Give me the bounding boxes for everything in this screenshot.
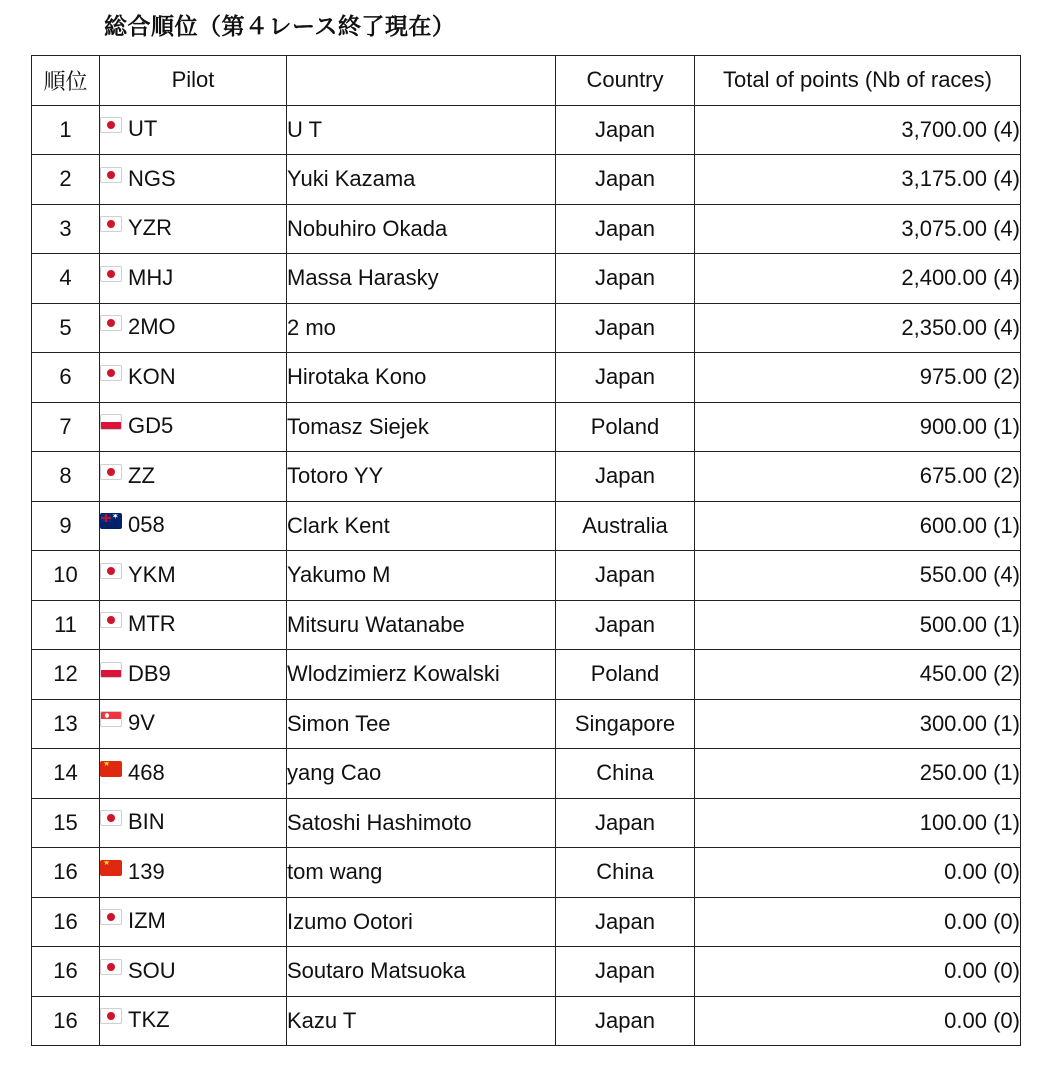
pilot-code: MHJ <box>128 264 174 290</box>
header-pilot: Pilot <box>100 56 287 106</box>
pilot-code-cell <box>100 452 287 502</box>
japan-flag-icon <box>100 266 122 282</box>
rank-cell: 13 <box>32 699 100 749</box>
rank-cell: 11 <box>32 600 100 650</box>
country-cell: Japan <box>556 798 695 848</box>
pilot-code: 2MO <box>128 314 176 340</box>
pilot-code-cell <box>100 699 287 749</box>
pilot-code: DB9 <box>128 660 171 686</box>
points-cell: 100.00 (1) <box>695 798 1021 848</box>
pilot-name-cell: Clark Kent <box>287 501 556 551</box>
points-cell: 550.00 (4) <box>695 551 1021 601</box>
header-rank: 順位 <box>32 56 100 106</box>
table-row <box>32 303 1021 353</box>
table-row <box>32 353 1021 403</box>
table-row <box>32 501 1021 551</box>
pilot-code: YZR <box>128 215 172 241</box>
japan-flag-icon <box>100 959 122 975</box>
pilot-code-cell <box>100 897 287 947</box>
table-row <box>32 947 1021 997</box>
pilot-code-cell <box>100 155 287 205</box>
points-cell: 975.00 (2) <box>695 353 1021 403</box>
pilot-name-cell: Satoshi Hashimoto <box>287 798 556 848</box>
page-title: 総合順位（第４レース終了現在） <box>104 14 456 40</box>
rank-cell: 6 <box>32 353 100 403</box>
header-country: Country <box>556 56 695 106</box>
pilot-code: ZZ <box>128 462 155 488</box>
standings-table <box>31 55 1021 1046</box>
rank-cell: 16 <box>32 947 100 997</box>
country-cell: Poland <box>556 650 695 700</box>
table-row <box>32 650 1021 700</box>
rank-cell: 10 <box>32 551 100 601</box>
rank-cell: 15 <box>32 798 100 848</box>
pilot-code-cell <box>100 402 287 452</box>
japan-flag-icon <box>100 1008 122 1024</box>
japan-flag-icon <box>100 909 122 925</box>
rank-cell: 3 <box>32 204 100 254</box>
country-cell: Japan <box>556 996 695 1046</box>
table-row <box>32 204 1021 254</box>
rank-cell: 16 <box>32 848 100 898</box>
japan-flag-icon <box>100 365 122 381</box>
japan-flag-icon <box>100 167 122 183</box>
pilot-name-cell: Wlodzimierz Kowalski <box>287 650 556 700</box>
pilot-name-cell: tom wang <box>287 848 556 898</box>
poland-flag-icon <box>100 414 122 430</box>
pilot-code: YKM <box>128 561 176 587</box>
japan-flag-icon <box>100 117 122 133</box>
points-cell: 2,400.00 (4) <box>695 254 1021 304</box>
table-row <box>32 254 1021 304</box>
pilot-name-cell: Kazu T <box>287 996 556 1046</box>
country-cell: China <box>556 848 695 898</box>
points-cell: 600.00 (1) <box>695 501 1021 551</box>
pilot-code: 139 <box>128 858 165 884</box>
points-cell: 0.00 (0) <box>695 848 1021 898</box>
points-cell: 0.00 (0) <box>695 897 1021 947</box>
pilot-name-cell: yang Cao <box>287 749 556 799</box>
header-row <box>32 56 1021 106</box>
pilot-code-cell <box>100 848 287 898</box>
pilot-code: SOU <box>128 957 176 983</box>
country-cell: Japan <box>556 600 695 650</box>
pilot-code-cell <box>100 353 287 403</box>
country-cell: Japan <box>556 204 695 254</box>
header-points: Total of points (Nb of races) <box>695 56 1021 106</box>
pilot-code-cell <box>100 650 287 700</box>
pilot-name-cell: Nobuhiro Okada <box>287 204 556 254</box>
pilot-name-cell: Soutaro Matsuoka <box>287 947 556 997</box>
table-row <box>32 897 1021 947</box>
country-cell: Australia <box>556 501 695 551</box>
pilot-name-cell: Mitsuru Watanabe <box>287 600 556 650</box>
pilot-code-cell <box>100 105 287 155</box>
country-cell: Japan <box>556 551 695 601</box>
country-cell: Japan <box>556 452 695 502</box>
table-row <box>32 798 1021 848</box>
pilot-code-cell <box>100 996 287 1046</box>
china-flag-icon <box>100 860 122 876</box>
points-cell: 3,175.00 (4) <box>695 155 1021 205</box>
points-cell: 0.00 (0) <box>695 947 1021 997</box>
table-row <box>32 452 1021 502</box>
table-row <box>32 699 1021 749</box>
pilot-code: UT <box>128 116 158 142</box>
points-cell: 3,075.00 (4) <box>695 204 1021 254</box>
rank-cell: 2 <box>32 155 100 205</box>
pilot-code: MTR <box>128 611 176 637</box>
pilot-code: GD5 <box>128 413 174 439</box>
japan-flag-icon <box>100 315 122 331</box>
japan-flag-icon <box>100 612 122 628</box>
points-cell: 250.00 (1) <box>695 749 1021 799</box>
rank-cell: 1 <box>32 105 100 155</box>
table-row <box>32 402 1021 452</box>
country-cell: Japan <box>556 303 695 353</box>
pilot-code: 9V <box>128 710 155 736</box>
table-row <box>32 551 1021 601</box>
country-cell: Japan <box>556 353 695 403</box>
country-cell: Japan <box>556 947 695 997</box>
pilot-code-cell <box>100 798 287 848</box>
table-row <box>32 996 1021 1046</box>
points-cell: 300.00 (1) <box>695 699 1021 749</box>
pilot-name-cell: Izumo Ootori <box>287 897 556 947</box>
pilot-code: 468 <box>128 759 165 785</box>
points-cell: 3,700.00 (4) <box>695 105 1021 155</box>
pilot-code: IZM <box>128 908 166 934</box>
japan-flag-icon <box>100 810 122 826</box>
china-flag-icon <box>100 761 122 777</box>
pilot-name-cell: Hirotaka Kono <box>287 353 556 403</box>
rank-cell: 7 <box>32 402 100 452</box>
points-cell: 0.00 (0) <box>695 996 1021 1046</box>
pilot-name-cell: Massa Harasky <box>287 254 556 304</box>
poland-flag-icon <box>100 662 122 678</box>
rank-cell: 12 <box>32 650 100 700</box>
pilot-name-cell: Yakumo M <box>287 551 556 601</box>
pilot-code: KON <box>128 363 176 389</box>
pilot-code-cell <box>100 947 287 997</box>
country-cell: Singapore <box>556 699 695 749</box>
rank-cell: 8 <box>32 452 100 502</box>
rank-cell: 16 <box>32 897 100 947</box>
japan-flag-icon <box>100 464 122 480</box>
rank-cell: 4 <box>32 254 100 304</box>
pilot-name-cell: 2 mo <box>287 303 556 353</box>
pilot-name-cell: Simon Tee <box>287 699 556 749</box>
pilot-code-cell <box>100 254 287 304</box>
pilot-code-cell <box>100 303 287 353</box>
country-cell: Japan <box>556 254 695 304</box>
table-row <box>32 105 1021 155</box>
header-name <box>287 56 556 106</box>
points-cell: 500.00 (1) <box>695 600 1021 650</box>
country-cell: China <box>556 749 695 799</box>
singapore-flag-icon <box>100 711 122 727</box>
country-cell: Japan <box>556 155 695 205</box>
country-cell: Japan <box>556 897 695 947</box>
table-row <box>32 155 1021 205</box>
pilot-code-cell <box>100 501 287 551</box>
pilot-code: TKZ <box>128 1007 170 1033</box>
points-cell: 675.00 (2) <box>695 452 1021 502</box>
rank-cell: 16 <box>32 996 100 1046</box>
pilot-name-cell: Totoro YY <box>287 452 556 502</box>
rank-cell: 5 <box>32 303 100 353</box>
japan-flag-icon <box>100 216 122 232</box>
table-row <box>32 848 1021 898</box>
points-cell: 900.00 (1) <box>695 402 1021 452</box>
japan-flag-icon <box>100 563 122 579</box>
rank-cell: 9 <box>32 501 100 551</box>
country-cell: Poland <box>556 402 695 452</box>
table-row <box>32 749 1021 799</box>
table-row <box>32 600 1021 650</box>
pilot-code-cell <box>100 204 287 254</box>
pilot-code-cell <box>100 749 287 799</box>
country-cell: Japan <box>556 105 695 155</box>
points-cell: 450.00 (2) <box>695 650 1021 700</box>
points-cell: 2,350.00 (4) <box>695 303 1021 353</box>
pilot-code-cell <box>100 551 287 601</box>
pilot-code: BIN <box>128 809 165 835</box>
pilot-code: 058 <box>128 512 165 538</box>
pilot-name-cell: Yuki Kazama <box>287 155 556 205</box>
pilot-code: NGS <box>128 165 176 191</box>
pilot-name-cell: U T <box>287 105 556 155</box>
pilot-name-cell: Tomasz Siejek <box>287 402 556 452</box>
australia-flag-icon <box>100 513 122 529</box>
rank-cell: 14 <box>32 749 100 799</box>
pilot-code-cell <box>100 600 287 650</box>
